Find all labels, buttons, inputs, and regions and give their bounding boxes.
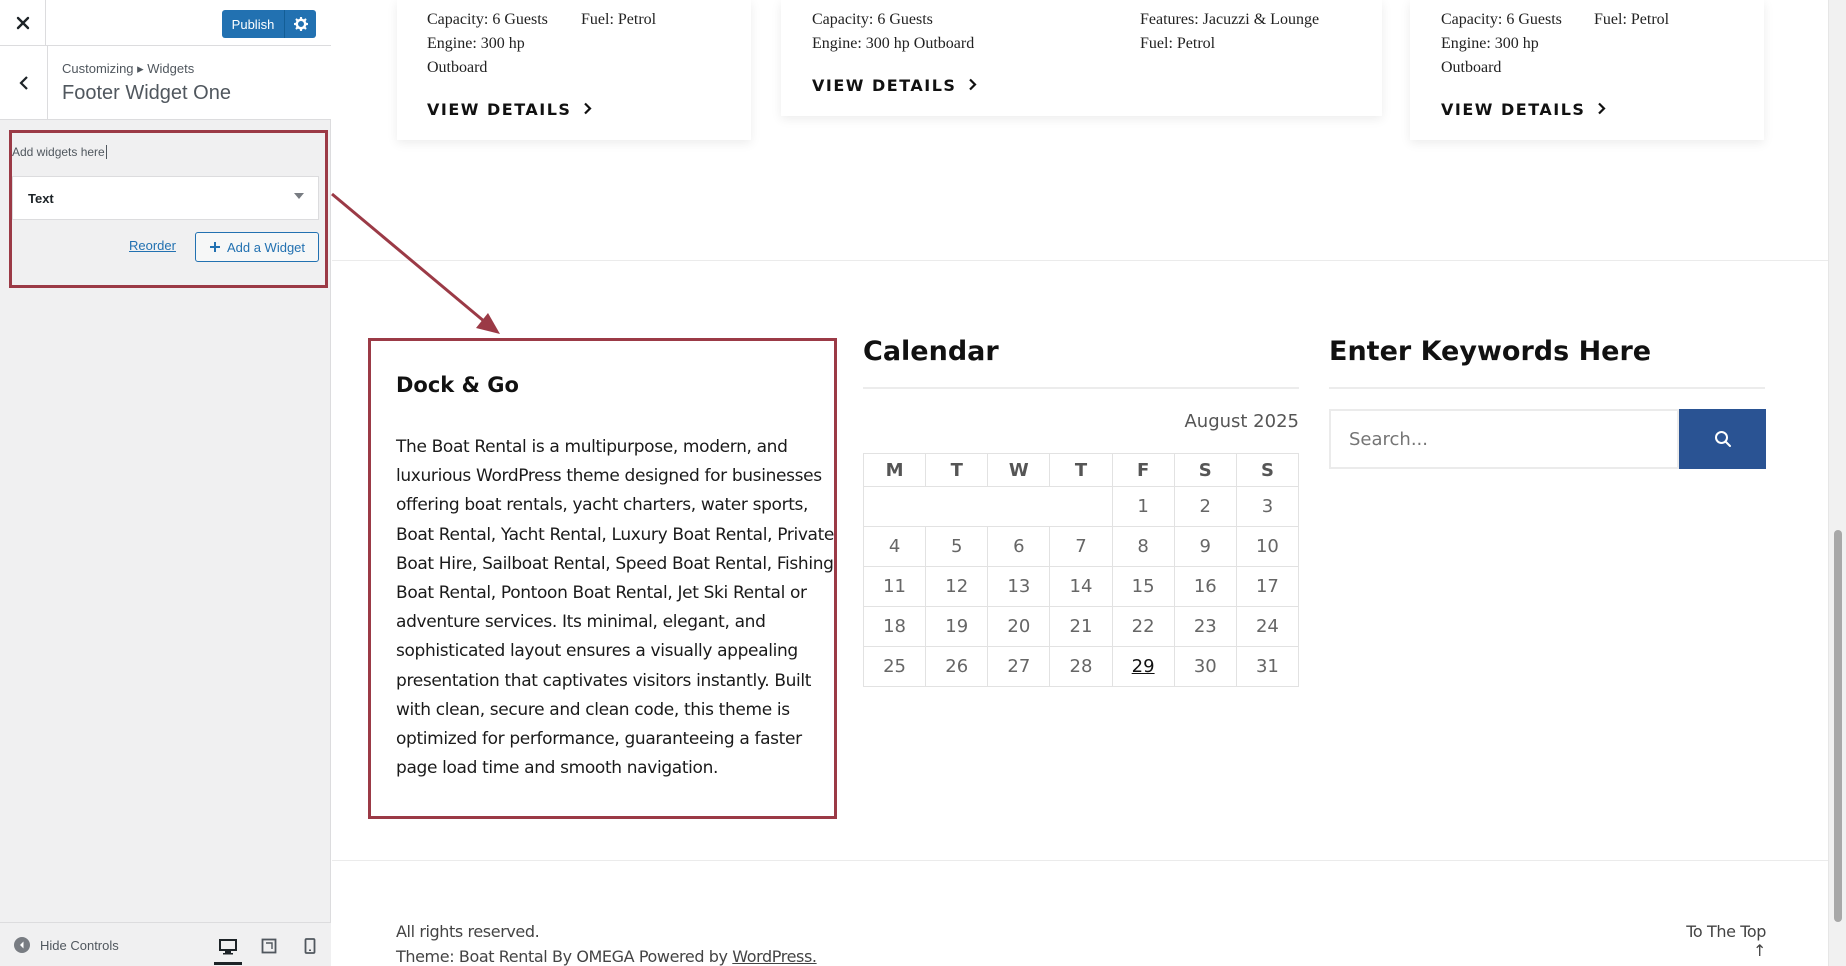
publish-group xyxy=(222,10,316,38)
widget-title-underline xyxy=(1329,387,1765,389)
spec-capacity: Capacity: 6 Guests xyxy=(812,11,933,28)
scrollbar-thumb[interactable] xyxy=(1834,530,1842,922)
calendar-day: 3 xyxy=(1236,487,1298,527)
boat-card xyxy=(397,0,751,140)
view-details-label: VIEW DETAILS xyxy=(1441,100,1586,119)
view-details-label: VIEW DETAILS xyxy=(812,76,957,95)
spec-engine: Engine: 300 hp xyxy=(427,35,525,52)
search-icon xyxy=(1714,430,1732,448)
spec-engine: Engine: 300 hp Outboard xyxy=(812,35,975,52)
search-widget-title: Enter Keywords Here xyxy=(1329,336,1652,367)
preview-tablet-button[interactable] xyxy=(255,933,283,959)
add-widget-button[interactable] xyxy=(195,232,319,262)
preview-desktop-button[interactable] xyxy=(214,931,242,965)
spec-capacity: Capacity: 6 Guests xyxy=(427,11,548,28)
calendar-day: 23 xyxy=(1174,607,1236,647)
boat-card xyxy=(781,0,1382,116)
search-button[interactable] xyxy=(1679,409,1766,469)
calendar-day: 19 xyxy=(926,607,988,647)
calendar-day: 28 xyxy=(1050,647,1112,687)
spec-capacity: Capacity: 6 Guests xyxy=(1441,11,1562,28)
calendar-day: 15 xyxy=(1112,567,1174,607)
mobile-icon xyxy=(304,938,316,954)
about-widget-title: Dock & Go xyxy=(396,373,519,397)
boat-card xyxy=(1410,0,1764,140)
spec-fuel: Fuel: Petrol xyxy=(1140,35,1216,52)
calendar-day: 25 xyxy=(864,647,926,687)
customizer-footer xyxy=(0,922,331,966)
calendar-day: 13 xyxy=(988,567,1050,607)
calendar-body xyxy=(864,487,1299,687)
desktop-icon xyxy=(219,939,237,955)
spec-engine-type: Outboard xyxy=(427,59,488,76)
calendar-day: 9 xyxy=(1174,527,1236,567)
calendar-day: 20 xyxy=(988,607,1050,647)
chevron-left-icon xyxy=(18,75,30,91)
calendar-caption: August 2025 xyxy=(1184,411,1299,432)
calendar-weekday-row xyxy=(864,454,1299,487)
chevron-right-icon xyxy=(968,78,977,91)
calendar-day: 24 xyxy=(1236,607,1298,647)
calendar-week-row xyxy=(864,567,1299,607)
calendar-day: 16 xyxy=(1174,567,1236,607)
customizer-sidebar xyxy=(0,0,331,966)
calendar-weekday: T xyxy=(926,454,988,487)
widget-title-underline xyxy=(863,387,1299,389)
calendar-day: 26 xyxy=(926,647,988,687)
gear-icon xyxy=(294,17,308,31)
breadcrumb: Customizing ▸ Widgets xyxy=(62,61,195,76)
calendar-day: 8 xyxy=(1112,527,1174,567)
preview-mobile-button[interactable] xyxy=(296,933,324,959)
panel-header xyxy=(0,46,331,120)
calendar-day: 2 xyxy=(1174,487,1236,527)
publish-button[interactable]: Publish xyxy=(222,10,284,38)
site-preview xyxy=(332,0,1828,966)
view-details-link[interactable] xyxy=(812,76,977,95)
widget-area-hint-text: Add widgets here xyxy=(12,145,105,159)
calendar-week-row xyxy=(864,487,1299,527)
calendar-weekday: S xyxy=(1236,454,1298,487)
wordpress-link[interactable]: WordPress. xyxy=(732,947,817,966)
calendar-day: 21 xyxy=(1050,607,1112,647)
close-icon xyxy=(16,16,30,30)
view-details-link[interactable] xyxy=(427,100,592,119)
publish-settings-button[interactable] xyxy=(284,10,316,38)
hide-controls-button[interactable] xyxy=(14,937,119,953)
calendar-week-row xyxy=(864,607,1299,647)
calendar-day: 6 xyxy=(988,527,1050,567)
calendar-weekday: S xyxy=(1174,454,1236,487)
text-cursor xyxy=(106,145,107,159)
close-customizer-button[interactable] xyxy=(0,0,46,46)
calendar-weekday: M xyxy=(864,454,926,487)
about-widget-text: The Boat Rental is a multipurpose, modern, and luxurious WordPress theme designed for businesses offering boat rentals, yacht charters, water sports, Boat Rental, Yacht Rental, Luxury Boat Rental, Private Boat Hire, Sailboat Rental, Speed Boat Rental, Fishing Boat Rental, Pontoon Boat Rental, Jet Ski Rental or adventure services. Its minimal, elegant, and sophisticated layout ensures a visually appealing presentation that captivates visitors instantly. Built with clean, secure and clean code, this theme is optimized for performance, guaranteeing a faster page load time and smooth navigation. xyxy=(396,437,835,779)
chevron-right-icon xyxy=(1597,102,1606,115)
calendar-widget-title: Calendar xyxy=(863,336,999,367)
back-button[interactable] xyxy=(0,46,48,120)
calendar-pad xyxy=(864,487,1113,527)
collapse-arrow-icon xyxy=(14,937,30,953)
plus-icon xyxy=(209,241,221,253)
calendar-day: 11 xyxy=(864,567,926,607)
calendar-day: 17 xyxy=(1236,567,1298,607)
panel-title: Footer Widget One xyxy=(62,82,231,104)
calendar-day: 5 xyxy=(926,527,988,567)
calendar-day: 27 xyxy=(988,647,1050,687)
calendar-day: 12 xyxy=(926,567,988,607)
spec-fuel: Fuel: Petrol xyxy=(581,11,657,28)
calendar-weekday: T xyxy=(1050,454,1112,487)
calendar-table xyxy=(863,453,1299,687)
add-widget-label: Add a Widget xyxy=(226,239,306,255)
chevron-right-icon xyxy=(583,102,592,115)
text-widget-item[interactable] xyxy=(12,176,319,220)
calendar-day: 30 xyxy=(1174,647,1236,687)
card-spec-column xyxy=(427,8,548,80)
card-spec-column xyxy=(812,8,974,56)
card-spec-column xyxy=(581,8,656,32)
card-spec-column xyxy=(1441,8,1562,80)
calendar-day: 22 xyxy=(1112,607,1174,647)
calendar-weekday: F xyxy=(1112,454,1174,487)
customizer-topbar xyxy=(0,0,331,46)
calendar-week-row xyxy=(864,647,1299,687)
calendar-day: 4 xyxy=(864,527,926,567)
spec-fuel: Fuel: Petrol xyxy=(1594,11,1670,28)
calendar-day-today[interactable]: 29 xyxy=(1112,647,1174,687)
theme-credit-text: Theme: Boat Rental By OMEGA Powered by xyxy=(396,947,733,966)
calendar-week-row xyxy=(864,527,1299,567)
calendar-weekday: W xyxy=(988,454,1050,487)
footer-divider xyxy=(332,860,1828,861)
calendar-day: 14 xyxy=(1050,567,1112,607)
to-the-top-link[interactable]: To The Top ↑ xyxy=(1686,922,1766,960)
calendar-day: 18 xyxy=(864,607,926,647)
calendar-day: 1 xyxy=(1112,487,1174,527)
spec-engine: Engine: 300 hp xyxy=(1441,35,1539,52)
view-details-link[interactable] xyxy=(1441,100,1606,119)
spec-features: Features: Jacuzzi & Lounge xyxy=(1140,11,1320,28)
tablet-icon xyxy=(261,938,277,954)
card-spec-column xyxy=(1594,8,1669,32)
calendar-day: 7 xyxy=(1050,527,1112,567)
section-divider xyxy=(332,260,1828,261)
theme-credit xyxy=(396,947,817,966)
caret-down-icon[interactable] xyxy=(294,193,304,199)
widget-area-hint xyxy=(12,145,107,159)
copyright-text: All rights reserved. xyxy=(396,922,540,941)
hide-controls-label: Hide Controls xyxy=(40,937,119,953)
spec-engine-type: Outboard xyxy=(1441,59,1502,76)
search-input[interactable] xyxy=(1329,409,1679,469)
calendar-day: 31 xyxy=(1236,647,1298,687)
preview-scrollbar[interactable] xyxy=(1828,0,1846,966)
widget-title: Text xyxy=(28,191,54,206)
reorder-link[interactable]: Reorder xyxy=(129,238,176,253)
card-spec-column xyxy=(1140,8,1319,56)
calendar-day: 10 xyxy=(1236,527,1298,567)
view-details-label: VIEW DETAILS xyxy=(427,100,572,119)
